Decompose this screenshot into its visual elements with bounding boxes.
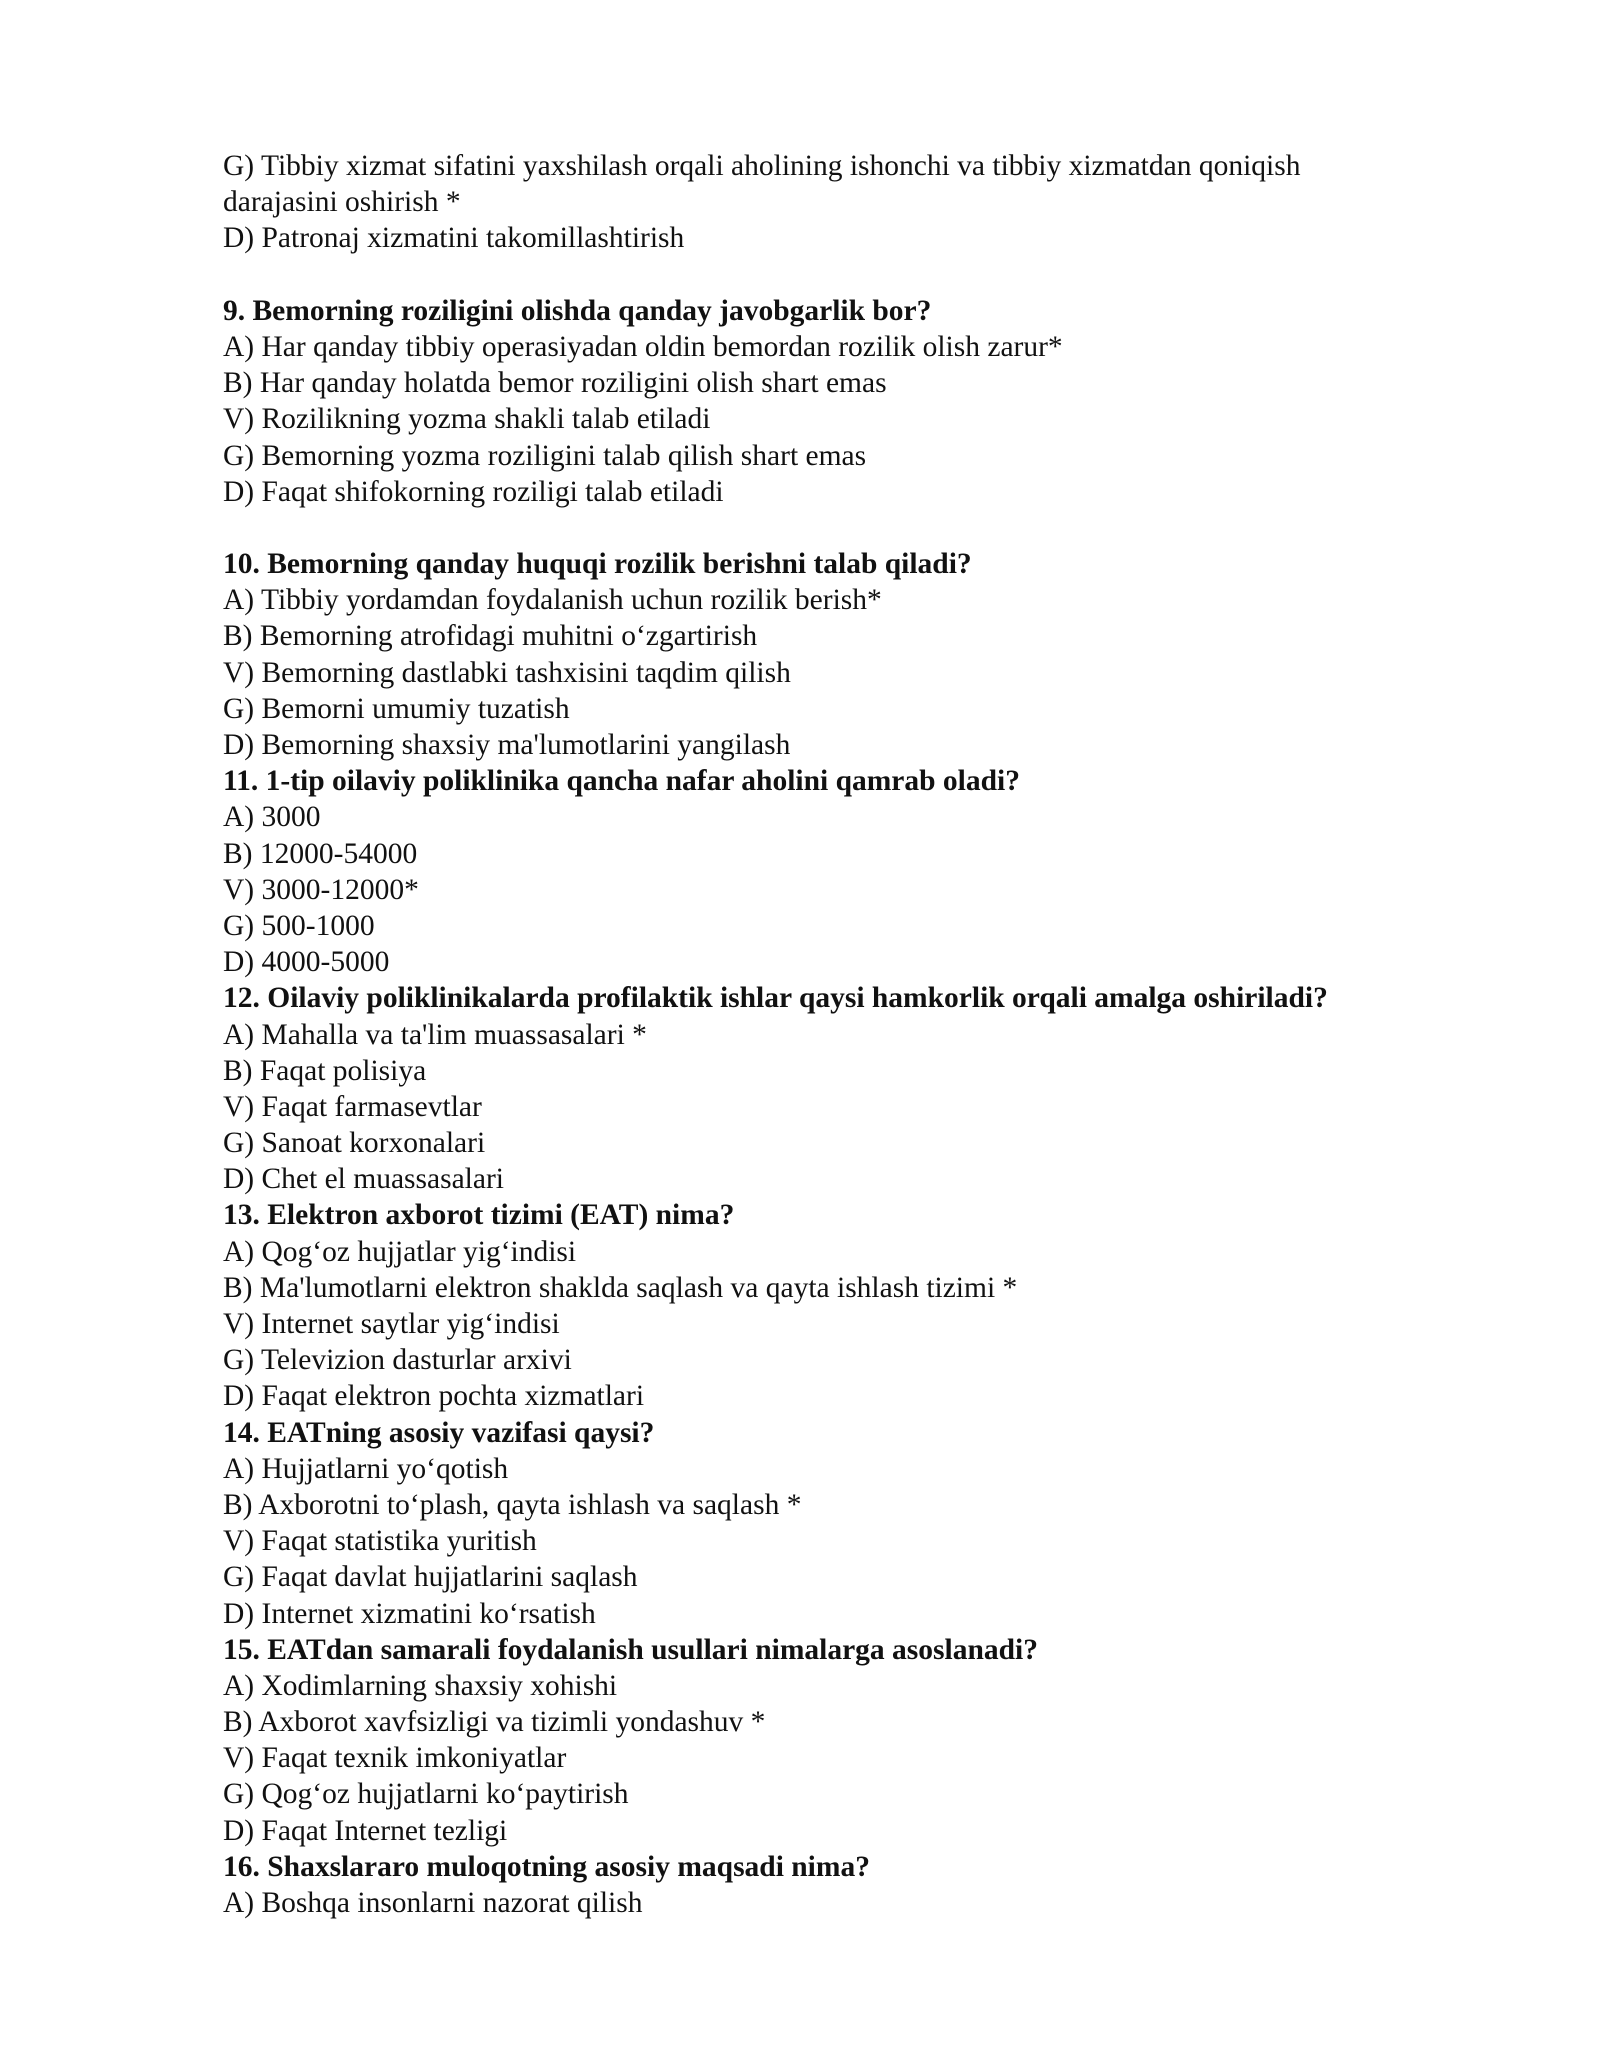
answer-option: G) Bemorni umumiy tuzatish <box>223 692 570 725</box>
question-block <box>223 148 1423 257</box>
answer-option: G) 500-1000 <box>223 909 375 942</box>
question-text: 15. EATdan samarali foydalanish usullari nimalarga asoslanadi? <box>223 1633 1038 1666</box>
answer-option: G) Bemorning yozma roziligini talab qilish shart emas <box>223 439 867 472</box>
answer-option: D) Faqat elektron pochta xizmatlari <box>223 1380 645 1413</box>
question-block <box>223 1632 1423 1849</box>
answer-option: B) Axborot xavfsizligi va tizimli yondashuv * <box>223 1706 766 1739</box>
answer-option: V) Bemorning dastlabki tashxisini taqdim qilish <box>223 656 791 689</box>
answer-option: B) Faqat polisiya <box>223 1054 427 1087</box>
answer-option: G) Qogʻoz hujjatlarni koʻpaytirish <box>223 1778 629 1811</box>
answer-option: A) Har qanday tibbiy operasiyadan oldin bemordan rozilik olish zarur* <box>223 330 1063 363</box>
question-block <box>223 1849 1423 1921</box>
answer-option: D) Bemorning shaxsiy ma'lumotlarini yangilash <box>223 729 791 761</box>
answer-option: D) Chet el muassasalari <box>223 1163 504 1196</box>
answer-option: B) Ma'lumotlarni elektron shaklda saqlash va qayta ishlash tizimi * <box>223 1271 1018 1304</box>
answer-option: A) Xodimlarning shaxsiy xohishi <box>223 1669 618 1702</box>
question-text: 11. 1-tip oilaviy poliklinika qancha nafar aholini qamrab oladi? <box>223 765 1020 798</box>
answer-option: D) 4000-5000 <box>223 946 390 979</box>
answer-option: A) Tibbiy yordamdan foydalanish uchun rozilik berish* <box>223 584 882 617</box>
paragraph-spacer <box>223 257 1423 293</box>
document-body <box>223 148 1423 1921</box>
answer-option: V) Faqat statistika yuritish <box>223 1525 537 1558</box>
answer-option: B) 12000-54000 <box>223 837 418 870</box>
answer-option: V) Internet saytlar yigʻindisi <box>223 1308 560 1340</box>
answer-option: A) Qogʻoz hujjatlar yigʻindisi <box>223 1235 577 1268</box>
answer-option: B) Axborotni toʻplash, qayta ishlash va saqlash * <box>223 1488 802 1521</box>
answer-option: B) Har qanday holatda bemor roziligini olish shart emas <box>223 367 887 400</box>
paragraph-spacer <box>223 510 1423 546</box>
answer-option: V) Faqat farmasevtlar <box>223 1090 482 1123</box>
answer-option: V) Rozilikning yozma shakli talab etiladi <box>223 403 711 436</box>
question-block <box>223 763 1423 980</box>
question-text: 12. Oilaviy poliklinikalarda profilaktik ishlar qaysi hamkorlik orqali amalga oshiriladi? <box>223 982 1328 1015</box>
answer-option: G) Faqat davlat hujjatlarini saqlash <box>223 1561 638 1594</box>
answer-option: A) 3000 <box>223 801 321 834</box>
question-text: 16. Shaxslararo muloqotning asosiy maqsadi nima? <box>223 1850 870 1883</box>
answer-option: A) Hujjatlarni yoʻqotish <box>223 1452 509 1485</box>
question-block <box>223 1197 1423 1414</box>
answer-option: G) Sanoat korxonalari <box>223 1127 486 1160</box>
question-text: 9. Bemorning roziligini olishda qanday javobgarlik bor? <box>223 294 932 327</box>
question-text: 10. Bemorning qanday huquqi rozilik berishni talab qiladi? <box>223 548 972 581</box>
question-block <box>223 1415 1423 1632</box>
answer-option: D) Faqat shifokorning roziligi talab etiladi <box>223 475 724 508</box>
answer-option: A) Boshqa insonlarni nazorat qilish <box>223 1887 643 1919</box>
answer-option: V) 3000-12000* <box>223 873 419 906</box>
answer-option: V) Faqat texnik imkoniyatlar <box>223 1742 567 1775</box>
question-block <box>223 546 1423 763</box>
question-block <box>223 980 1423 1197</box>
answer-option: D) Patronaj xizmatini takomillashtirish <box>223 222 685 255</box>
question-text: 13. Elektron axborot tizimi (EAT) nima? <box>223 1199 735 1232</box>
answer-option: D) Internet xizmatini koʻrsatish <box>223 1597 596 1630</box>
answer-option: darajasini oshirish * <box>223 186 461 219</box>
question-text: 14. EATning asosiy vazifasi qaysi? <box>223 1416 655 1449</box>
question-block <box>223 293 1423 510</box>
answer-option: A) Mahalla va ta'lim muassasalari * <box>223 1018 647 1051</box>
answer-option: G) Tibbiy xizmat sifatini yaxshilash orqali aholining ishonchi va tibbiy xizmatdan qoniqish <box>223 150 1301 182</box>
answer-option: B) Bemorning atrofidagi muhitni oʻzgartirish <box>223 620 758 653</box>
answer-option: D) Faqat Internet tezligi <box>223 1814 508 1847</box>
answer-option: G) Televizion dasturlar arxivi <box>223 1344 572 1377</box>
